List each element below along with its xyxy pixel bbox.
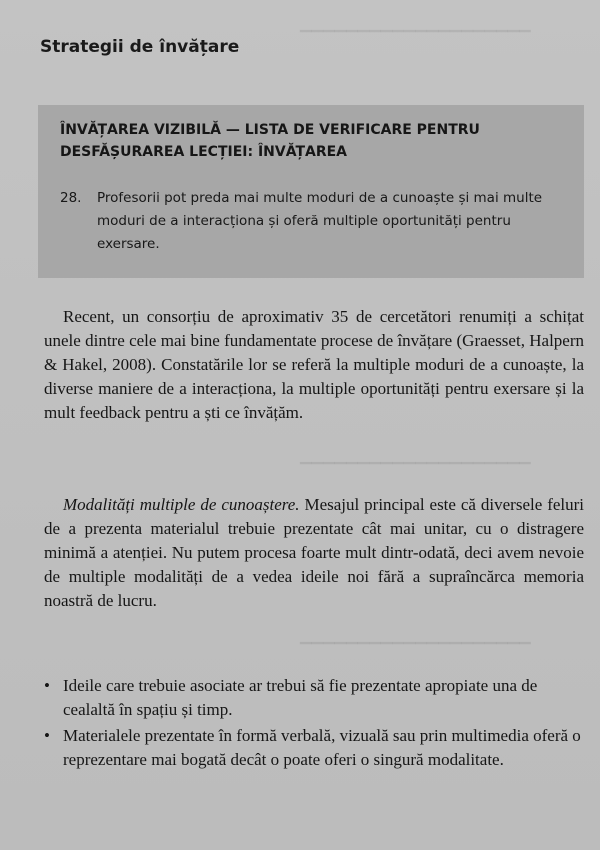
running-header: Strategii de învățare	[40, 37, 240, 57]
bullet-text: Materialele prezentate în formă verbală, vizuală sau prin multimedia oferă o reprezentare mai bogată decât o poate oferi o singură modalitate.	[63, 726, 581, 769]
checklist-item	[60, 187, 570, 256]
bleed-through-texture: ▔▔▔▔▔▔▔▔▔▔▔▔▔▔▔▔▔▔▔▔	[300, 644, 531, 660]
bleed-through-texture: ▔▔▔▔▔▔▔▔▔▔▔▔▔▔▔▔▔▔▔▔	[300, 32, 531, 48]
bullet-icon: •	[44, 676, 50, 695]
checklist-box	[38, 105, 584, 278]
bleed-through-texture: ▔▔▔▔▔▔▔▔▔▔▔▔▔▔▔▔▔▔▔▔	[300, 272, 531, 288]
paragraph-lead-italic: Modalități multiple de cunoaștere.	[63, 495, 300, 514]
bullet-text: Ideile care trebuie asociate ar trebui să fie prezentate apropiate una de cealaltă în spațiu și timp.	[63, 676, 538, 719]
bleed-through-texture: ▔▔▔▔▔▔▔▔▔▔▔▔▔▔▔▔▔▔▔▔	[300, 464, 531, 480]
bullet-item	[44, 724, 584, 772]
bullet-icon: •	[44, 726, 50, 745]
checklist-item-text: Profesorii pot preda mai multe moduri de a cunoaște și mai multe moduri de a interacționa și oferă multiple oportunități pentru exersare.	[97, 190, 543, 252]
body-paragraph-2	[44, 493, 584, 613]
checklist-item-number: 28.	[60, 190, 82, 206]
bullet-item	[44, 674, 584, 722]
checklist-title: ÎNVĂȚAREA VIZIBILĂ — LISTA DE VERIFICARE PENTRU DESFĂȘURAREA LECȚIEI: ÎNVĂȚAREA	[60, 122, 480, 160]
paragraph-2-text: Mesajul principal este că diversele feluri de a prezenta materialul trebuie prezentate cât mai unitar, cu o distragere minimă a atenției. Nu putem procesa foarte mult dintr-odată, deci avem nevoie de multiple modalități de a vedea ideile noi fără a supraîncărca memoria noastră de lucru.	[44, 495, 585, 610]
body-paragraph-1: Recent, un consorțiu de aproximativ 35 de cercetători renumiți a schițat unele dintre cele mai bine fundamentate procese de învățare (Graesset, Halpern & Hakel, 2008). Constatările lor se referă la multiple moduri de a cunoaște, la diverse maniere de a interacționa, la multiple oportunități pentru exersare și la mult feedback pentru a ști ce învățăm.	[44, 307, 584, 422]
